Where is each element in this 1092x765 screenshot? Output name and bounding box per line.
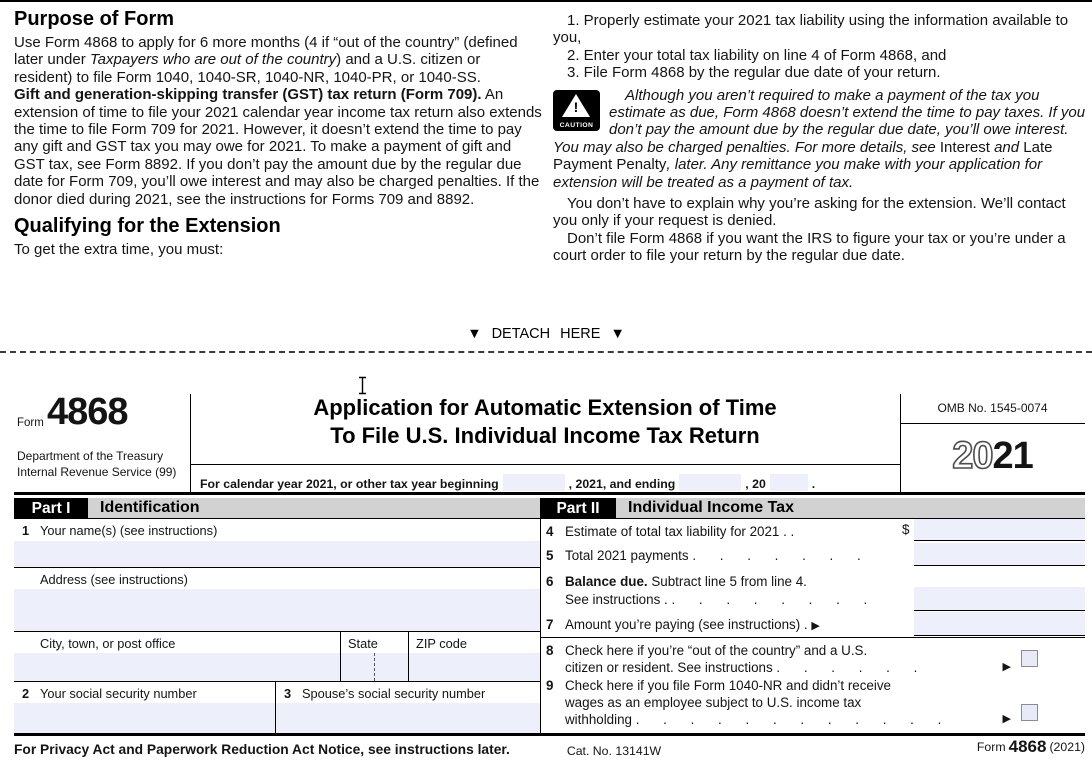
divider: [14, 567, 540, 568]
part-1-label: Part I: [14, 498, 88, 519]
line-9-text-3: withholding: [565, 712, 632, 727]
omb-number: OMB No. 1545-0074: [937, 401, 1048, 415]
divider: [340, 632, 341, 681]
line-2-text: Your social security number: [40, 686, 197, 701]
line-4-number: 4: [546, 524, 554, 539]
footer-form-number: 4868: [1008, 737, 1047, 756]
line-1-text: Your name(s) (see instructions): [40, 523, 218, 538]
name-field[interactable]: [14, 541, 540, 567]
line-4-label: [546, 523, 794, 540]
calendar-text-ending: , 2021, and ending: [568, 477, 676, 491]
part-2-label: Part II: [540, 498, 616, 519]
line-8-text-1: Check here if you’re “out of the country” and a U.S.: [565, 643, 868, 658]
right-arrow-icon: ▶: [1002, 661, 1011, 673]
step-2: 2. Enter your total tax liability on line 4 of Form 4868, and: [567, 46, 947, 64]
line-7-number: 7: [546, 617, 554, 632]
purpose-text-end: ) and a U.S. citizen or resident) to file Form 1040, 1040-SR, 1040-NR, 1040-PR, or 1040-SS.: [14, 51, 481, 86]
state-label: State: [348, 636, 378, 651]
city-field[interactable]: [14, 653, 540, 681]
instructions-right-column: [553, 12, 1087, 265]
divider: [190, 464, 900, 465]
address-label: Address (see instructions): [40, 572, 188, 587]
divider: [14, 733, 1085, 736]
purpose-italic-text: Taxpayers who are out of the country: [89, 51, 337, 69]
purpose-heading: Purpose of Form: [14, 8, 175, 30]
divider: [540, 637, 1085, 638]
line-9-number: 9: [546, 678, 554, 693]
line-5-label: [546, 547, 861, 564]
tax-year-ending-field[interactable]: [679, 474, 741, 491]
city-label: City, town, or post office: [40, 636, 176, 651]
line-2-label: [22, 686, 197, 701]
line-6-label-2: [565, 591, 867, 608]
form-word: Form: [17, 417, 44, 429]
purpose-text: Use Form 4868 to apply for 6 more months (4 if “out of the country” (defined later under: [14, 34, 518, 69]
divider: [14, 631, 540, 632]
form-title-line-1: Application for Automatic Extension of Time: [313, 395, 777, 420]
qualifying-intro: To get the extra time, you must:: [14, 241, 224, 259]
divider: [14, 492, 1085, 495]
page-top-rule: [0, 0, 1092, 2]
caution-text: and: [989, 138, 1024, 156]
line-3-number: 3: [284, 686, 292, 701]
line-3-label: [284, 686, 485, 701]
line-9-label: [546, 677, 891, 694]
caution-ref-interest: Interest: [939, 138, 990, 156]
gst-bold-lead: Gift and generation-skipping transfer (GST) tax return (Form 709).: [14, 86, 482, 104]
part-1-title: Identification: [88, 498, 540, 519]
dollar-sign: $: [902, 522, 910, 537]
divider: [540, 498, 541, 733]
zip-label: ZIP code: [416, 636, 467, 651]
instructions-left-column: [14, 8, 542, 258]
year-outline-digits: 20: [952, 435, 993, 477]
line-6-text-2: See instructions .: [565, 592, 668, 607]
divider: [14, 681, 540, 682]
step-3: 3. File Form 4868 by the regular due date of your return.: [567, 64, 941, 82]
gst-text: An extension of time to file your 2021 calendar year income tax return also extends the time to file Form 709 for 2021. However, it doesn’t extend the time to pay any gift and GST tax you may owe for 2021. To make a payment of gift and GST tax, see Form 8892. If you don’t pay the amount due by the regular due date for Form 709, you’ll owe interest and may also be charged penalties. If the donor died during 2021, see the instructions for Forms 709 and 8892.: [14, 86, 542, 208]
line-8-label-2: [565, 659, 1011, 676]
line-7-amount-field[interactable]: [914, 612, 1085, 636]
line-7-text: Amount you’re paying (see instructions) .: [565, 617, 808, 632]
line-9-checkbox[interactable]: [1021, 704, 1038, 721]
catalog-number: Cat. No. 13141W: [566, 744, 662, 758]
dot-leader: .: [790, 524, 795, 539]
department-line-2: Internal Revenue Service (99): [17, 464, 177, 479]
line-9-label-3: [565, 711, 1011, 728]
line-4-amount-field[interactable]: [914, 519, 1085, 541]
dot-leader: . . . . . . . .: [671, 592, 868, 607]
year-bold-digits: 21: [992, 435, 1033, 477]
line-5-number: 5: [546, 548, 554, 563]
line-8-label: [546, 642, 867, 659]
part-2-title: Individual Income Tax: [616, 498, 1085, 519]
purpose-paragraph: [14, 34, 542, 86]
line-6-amount-field[interactable]: [914, 587, 1085, 611]
caution-ref-late-payment: Late Payment Penalty: [553, 138, 1053, 174]
dot-leader: . . . . . .: [776, 660, 918, 675]
form-title: [190, 394, 900, 450]
address-field[interactable]: [14, 589, 540, 631]
exclamation-glyph: !: [573, 98, 579, 115]
caution-text: Although you aren’t required to make a payment of the tax you estimate as due, Form 4868 doesn’t extend the time to pay taxes. If you don’t pay the amount due by the regular due date, you’ll owe interest. You may also be charged penalties. For more details, see: [553, 86, 1086, 156]
tax-year-yy-field[interactable]: [770, 474, 808, 491]
line-8-number: 8: [546, 643, 554, 658]
tax-year-beginning-field[interactable]: [503, 474, 565, 491]
caution-text: , later. Any remittance you make with your application for extension will be treated as a payment of tax.: [553, 156, 1043, 191]
divider: [408, 632, 409, 681]
state-field-divider: [374, 653, 375, 681]
line-6-bold-text: Balance due.: [565, 574, 648, 589]
dot-leader: . . . . . . .: [692, 548, 861, 563]
line-4-text: Estimate of total tax liability for 2021 .: [565, 524, 787, 539]
explain-paragraph: You don’t have to explain why you’re asking for the extension. We’ll contact you only if your request is denied.: [553, 195, 1066, 230]
line-5-text: Total 2021 payments: [565, 548, 689, 563]
privacy-notice: For Privacy Act and Paperwork Reduction Act Notice, see instructions later.: [14, 742, 510, 757]
line-8-text-2: citizen or resident. See instructions: [565, 660, 773, 675]
line-5-amount-field[interactable]: [914, 543, 1085, 566]
form-title-line-2: To File U.S. Individual Income Tax Return: [330, 423, 760, 448]
gst-paragraph: [14, 86, 542, 208]
line-3-text: Spouse’s social security number: [302, 686, 486, 701]
calendar-year-row: [200, 467, 815, 491]
line-6-number: 6: [546, 574, 554, 589]
line-6-text: Subtract line 5 from line 4.: [647, 574, 807, 589]
divider: [275, 681, 276, 733]
department-line-1: Department of the Treasury: [17, 449, 164, 463]
line-6-label: [546, 573, 807, 590]
caution-note: [553, 87, 1087, 191]
detach-here-label: ▼ DETACH HERE ▼: [467, 326, 625, 342]
footer-form-id: [976, 737, 1085, 756]
qualifying-heading: Qualifying for the Extension: [14, 215, 281, 238]
form-number: 4868: [47, 391, 128, 433]
line-2-number: 2: [22, 686, 30, 701]
line-1-label: [22, 523, 217, 538]
dont-file-paragraph: Don’t file Form 4868 if you want the IRS to figure your tax or you’re under a court order to file your return by the regular due date.: [553, 229, 1066, 265]
calendar-text-20: , 20: [745, 477, 766, 491]
line-8-checkbox[interactable]: [1021, 650, 1038, 667]
form-4868: [14, 388, 1085, 760]
dot-leader: . . . . . . . . . . . .: [635, 712, 942, 727]
calendar-text-beginning: For calendar year 2021, or other tax year beginning: [200, 477, 499, 491]
line-1-number: 1: [22, 523, 30, 538]
line-9-text-2: wages as an employee subject to U.S. income tax: [565, 695, 862, 710]
caution-paragraph: [553, 87, 1087, 191]
caution-icon: [553, 90, 600, 131]
line-7-label: [546, 616, 820, 635]
right-arrow-icon: ▶: [1002, 713, 1011, 725]
footer-form-word: Form: [976, 740, 1006, 754]
divider: [900, 423, 1085, 424]
right-arrow-icon: ▶: [811, 620, 820, 632]
department-block: [17, 449, 191, 480]
ssn-fields[interactable]: [14, 703, 540, 733]
line-9-label-2: [565, 694, 861, 711]
line-9-text-1: Check here if you file Form 1040-NR and didn’t receive: [565, 678, 891, 693]
step-1: 1. Properly estimate your 2021 tax liability using the information available to you,: [553, 12, 1069, 47]
form-year: [900, 436, 1085, 476]
calendar-text-period: .: [811, 477, 816, 491]
caution-icon-label: CAUTION: [559, 121, 594, 129]
footer-form-year: (2021): [1049, 740, 1085, 754]
detach-dashed-line: [0, 351, 1092, 353]
